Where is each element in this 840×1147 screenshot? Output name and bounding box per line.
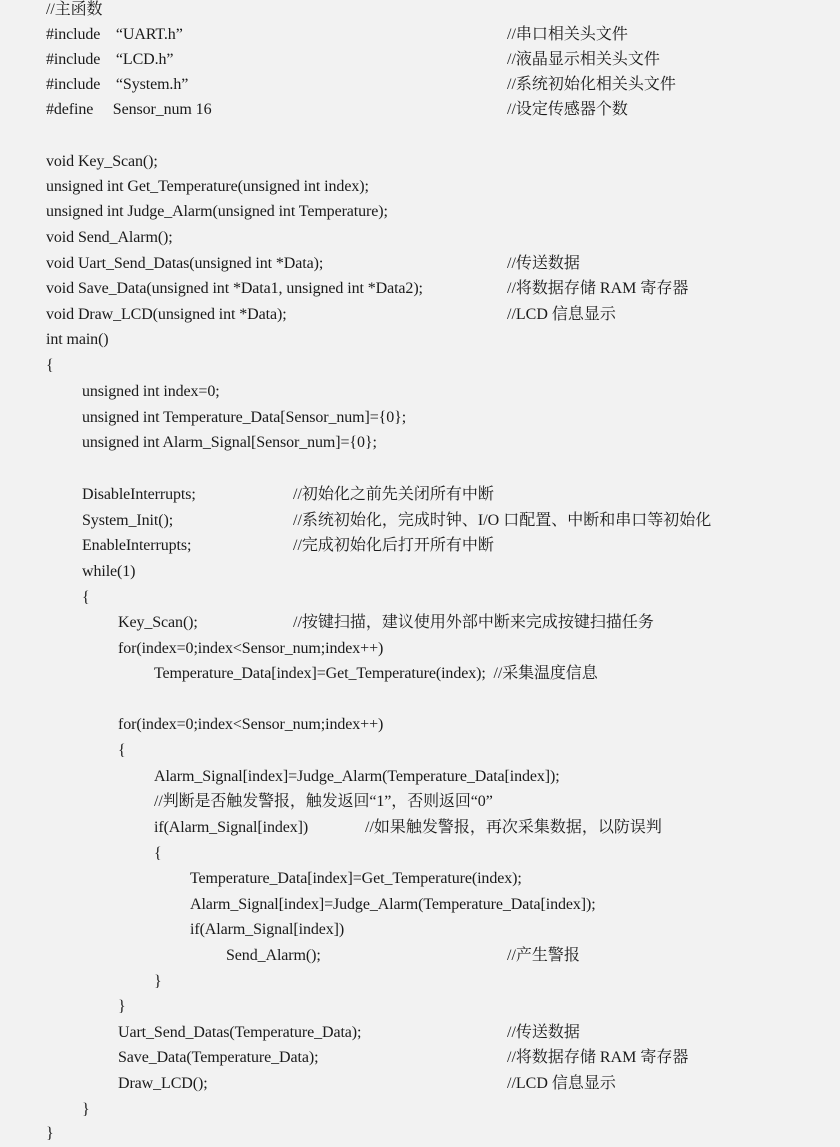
- code-line: Temperature_Data[index]=Get_Temperature(index); //采集温度信息: [154, 665, 598, 682]
- code-line: }: [118, 998, 126, 1015]
- code-line: unsigned int Alarm_Signal[Sensor_num]={0};: [82, 434, 377, 451]
- code-comment: //将数据存储 RAM 寄存器: [507, 1049, 689, 1066]
- code-line: void Send_Alarm();: [46, 229, 173, 246]
- code-line: unsigned int Get_Temperature(unsigned int index);: [46, 178, 369, 195]
- code-line: {: [154, 845, 162, 862]
- code-line: for(index=0;index<Sensor_num;index++): [118, 716, 384, 733]
- code-line: int main(): [46, 331, 109, 348]
- code-comment: //完成初始化后打开所有中断: [293, 537, 494, 554]
- code-comment: //液晶显示相关头文件: [507, 51, 660, 68]
- code-comment: //LCD 信息显示: [507, 1075, 616, 1092]
- code-line: void Key_Scan();: [46, 153, 158, 170]
- code-line: #define Sensor_num 16: [46, 101, 212, 118]
- code-line: void Save_Data(unsigned int *Data1, unsigned int *Data2);: [46, 280, 423, 297]
- code-comment: //将数据存储 RAM 寄存器: [507, 280, 689, 297]
- code-line: }: [82, 1101, 90, 1118]
- code-line: #include “UART.h”: [46, 26, 183, 43]
- code-line: DisableInterrupts;: [82, 486, 196, 503]
- code-comment: //串口相关头文件: [507, 26, 628, 43]
- code-line: {: [82, 589, 90, 606]
- code-line: Save_Data(Temperature_Data);: [118, 1049, 319, 1066]
- code-line: void Uart_Send_Datas(unsigned int *Data);: [46, 255, 324, 272]
- code-line: if(Alarm_Signal[index]): [190, 921, 345, 938]
- code-line: Alarm_Signal[index]=Judge_Alarm(Temperature_Data[index]);: [190, 896, 596, 913]
- code-line: EnableInterrupts;: [82, 537, 192, 554]
- code-line: Temperature_Data[index]=Get_Temperature(index);: [190, 870, 522, 887]
- code-comment: //产生警报: [507, 947, 580, 964]
- code-line: #include “LCD.h”: [46, 51, 174, 68]
- code-comment: //系统初始化，完成时钟、I/O 口配置、中断和串口等初始化: [293, 512, 712, 529]
- code-comment: //LCD 信息显示: [507, 306, 616, 323]
- code-line: System_Init();: [82, 512, 174, 529]
- code-comment: //如果触发警报，再次采集数据，以防误判: [365, 819, 662, 836]
- code-line: while(1): [82, 563, 136, 580]
- code-line: //判断是否触发警报，触发返回“1”，否则返回“0”: [154, 793, 493, 810]
- code-line: unsigned int Temperature_Data[Sensor_num]={0};: [82, 409, 407, 426]
- code-line: void Draw_LCD(unsigned int *Data);: [46, 306, 287, 323]
- code-line: for(index=0;index<Sensor_num;index++): [118, 640, 384, 657]
- code-line: {: [46, 357, 54, 374]
- code-comment: //传送数据: [507, 1024, 580, 1041]
- code-comment: //系统初始化相关头文件: [507, 76, 676, 93]
- code-line: //主函数: [46, 1, 103, 18]
- code-line: }: [154, 973, 162, 990]
- code-line: Send_Alarm();: [226, 947, 321, 964]
- code-line: unsigned int Judge_Alarm(unsigned int Temperature);: [46, 203, 388, 220]
- code-line: unsigned int index=0;: [82, 383, 220, 400]
- code-comment: //按键扫描，建议使用外部中断来完成按键扫描任务: [293, 614, 654, 631]
- code-line: if(Alarm_Signal[index]): [154, 819, 309, 836]
- code-line: {: [118, 742, 126, 759]
- code-line: }: [46, 1125, 54, 1142]
- code-comment: //初始化之前先关闭所有中断: [293, 486, 494, 503]
- code-line: Uart_Send_Datas(Temperature_Data);: [118, 1024, 362, 1041]
- code-line: Alarm_Signal[index]=Judge_Alarm(Temperature_Data[index]);: [154, 768, 560, 785]
- code-line: Draw_LCD();: [118, 1075, 208, 1092]
- code-line: Key_Scan();: [118, 614, 198, 631]
- code-comment: //设定传感器个数: [507, 101, 628, 118]
- code-line: #include “System.h”: [46, 76, 189, 93]
- code-comment: //传送数据: [507, 255, 580, 272]
